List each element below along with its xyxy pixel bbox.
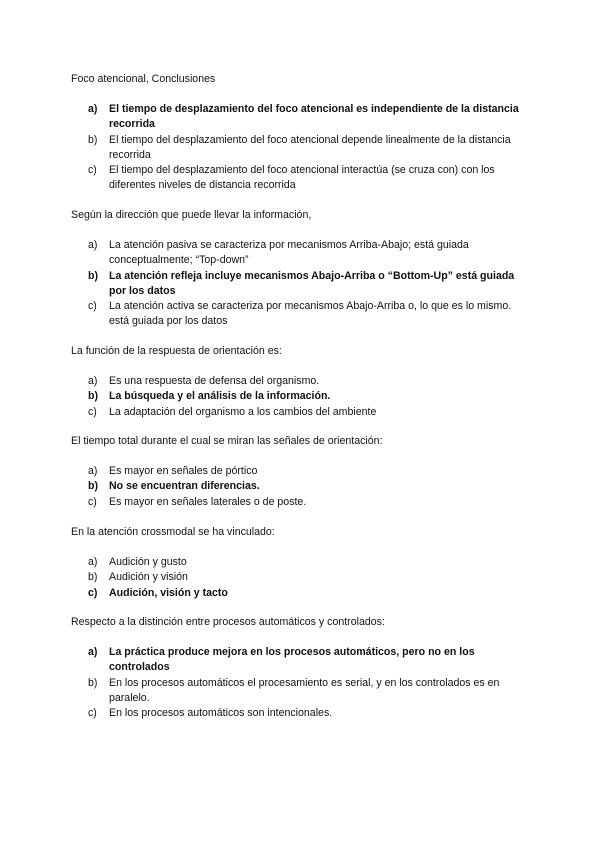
option: a) Es una respuesta de defensa del organismo. bbox=[88, 375, 320, 387]
option: a) Audición y gusto bbox=[88, 556, 187, 568]
option-correct: b) La atención refleja incluye mecanismos Abajo-Arriba o “Bottom-Up” está guiada por los datos bbox=[88, 269, 515, 297]
option: c) El tiempo del desplazamiento del foco atencional interactúa (se cruza con) con los diferentes niveles de distancia recorrida bbox=[88, 164, 495, 192]
option: b) En los procesos automáticos el procesamiento es serial, y en los controlados es en paralelo. bbox=[88, 676, 500, 704]
option-correct: c) Audición, visión y tacto bbox=[88, 586, 228, 599]
option-correct: b) La búsqueda y el análisis de la información. bbox=[88, 390, 331, 403]
option: a) Es mayor en señales de pórtico bbox=[88, 465, 258, 477]
option: c) La atención activa se caracteriza por mecanismos Abajo-Arriba o, lo que es lo mismo. está guiada por los datos bbox=[88, 300, 512, 328]
option: c) En los procesos automáticos son intencionales. bbox=[88, 707, 333, 720]
option-list bbox=[71, 102, 526, 194]
option: a) La atención pasiva se caracteriza por mecanismos Arriba-Abajo; está guiada conceptualmente; “Top-down” bbox=[88, 239, 469, 267]
question-prompt: La función de la respuesta de orientación es: bbox=[71, 345, 282, 357]
question-prompt: Foco atencional, Conclusiones bbox=[71, 73, 216, 85]
question-prompt: Respecto a la distinción entre procesos automáticos y controlados: bbox=[71, 616, 385, 628]
option-correct: b) No se encuentran diferencias. bbox=[88, 480, 260, 493]
option-list bbox=[71, 645, 526, 721]
question-prompt: El tiempo total durante el cual se miran las señales de orientación: bbox=[71, 435, 383, 447]
option-correct: a) El tiempo de desplazamiento del foco atencional es independiente de la distancia recorrida bbox=[88, 103, 519, 131]
option-list bbox=[71, 464, 526, 510]
option: b) Audición y visión bbox=[88, 571, 188, 584]
question-prompt: En la atención crossmodal se ha vinculado: bbox=[71, 526, 275, 538]
option-list bbox=[71, 555, 526, 601]
question-prompt: Según la dirección que puede llevar la información, bbox=[71, 209, 312, 221]
option: b) El tiempo del desplazamiento del foco atencional depende linealmente de la distancia recorrida bbox=[88, 133, 511, 161]
option-correct: a) La práctica produce mejora en los procesos automáticos, pero no en los controlados bbox=[88, 646, 475, 674]
option-list bbox=[71, 374, 526, 420]
option: c) La adaptación del organismo a los cambios del ambiente bbox=[88, 405, 377, 418]
option: c) Es mayor en señales laterales o de poste. bbox=[88, 495, 307, 508]
option-list bbox=[71, 238, 526, 330]
